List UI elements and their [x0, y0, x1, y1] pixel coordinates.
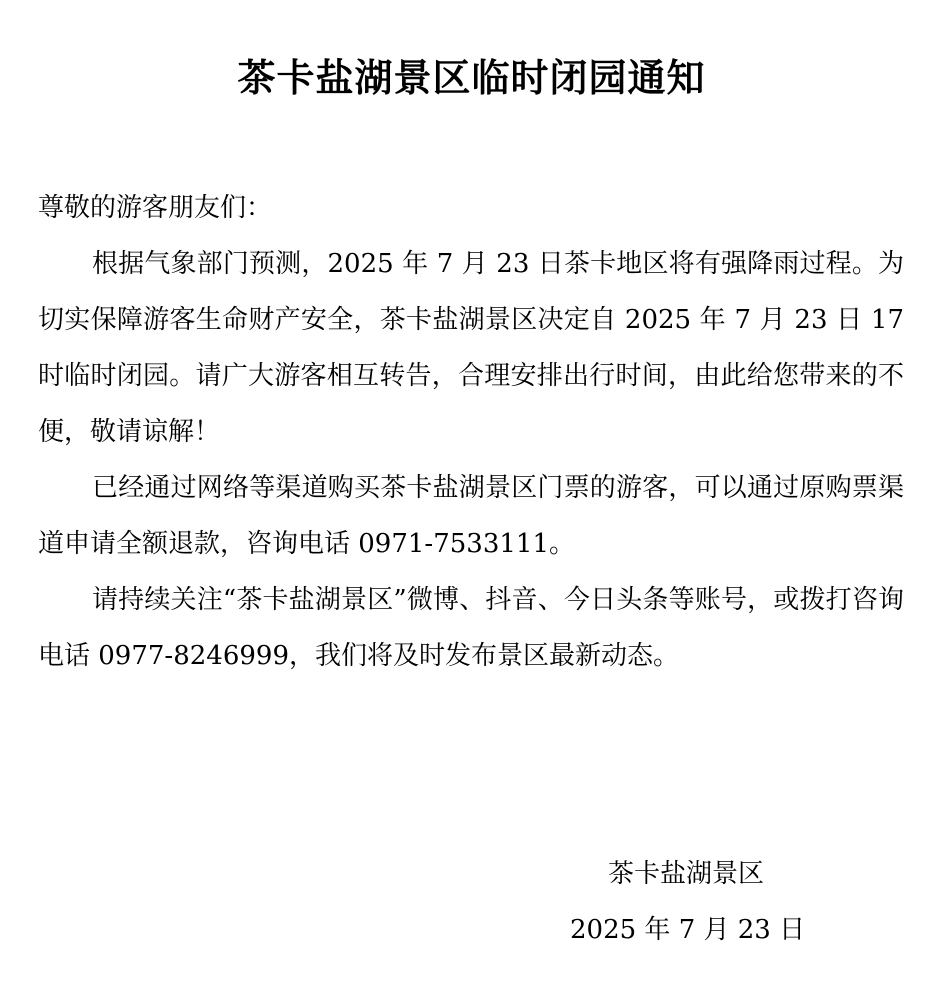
issuer-name: 茶卡盐湖景区 — [607, 859, 764, 889]
issue-date: 2025 年 7 月 23 日 — [570, 915, 806, 945]
paragraph-follow-updates: 请持续关注“茶卡盐湖景区”微博、抖音、今日头条等账号，或拨打咨询电话 0977-8246999，我们将及时发布景区最新动态。 — [38, 585, 904, 671]
paragraph-closure: 根据气象部门预测，2025 年 7 月 23 日茶卡地区将有强降雨过程。为切实保障游客生命财产安全，茶卡盐湖景区决定自 2025 年 7 月 23 日 17 时临时闭园。请广大游客相互转告，合理安排出行时间，由此给您带来的不便，敬请谅解！ — [38, 249, 904, 447]
greeting: 尊敬的游客朋友们： — [38, 193, 273, 223]
signature-block — [570, 846, 806, 958]
notice-title: 茶卡盐湖景区临时闭园通知 — [237, 55, 706, 100]
notice-body — [38, 180, 904, 684]
paragraph-refund: 已经通过网络等渠道购买茶卡盐湖景区门票的游客，可以通过原购票渠道申请全额退款，咨询电话 0971-7533111。 — [38, 473, 904, 559]
